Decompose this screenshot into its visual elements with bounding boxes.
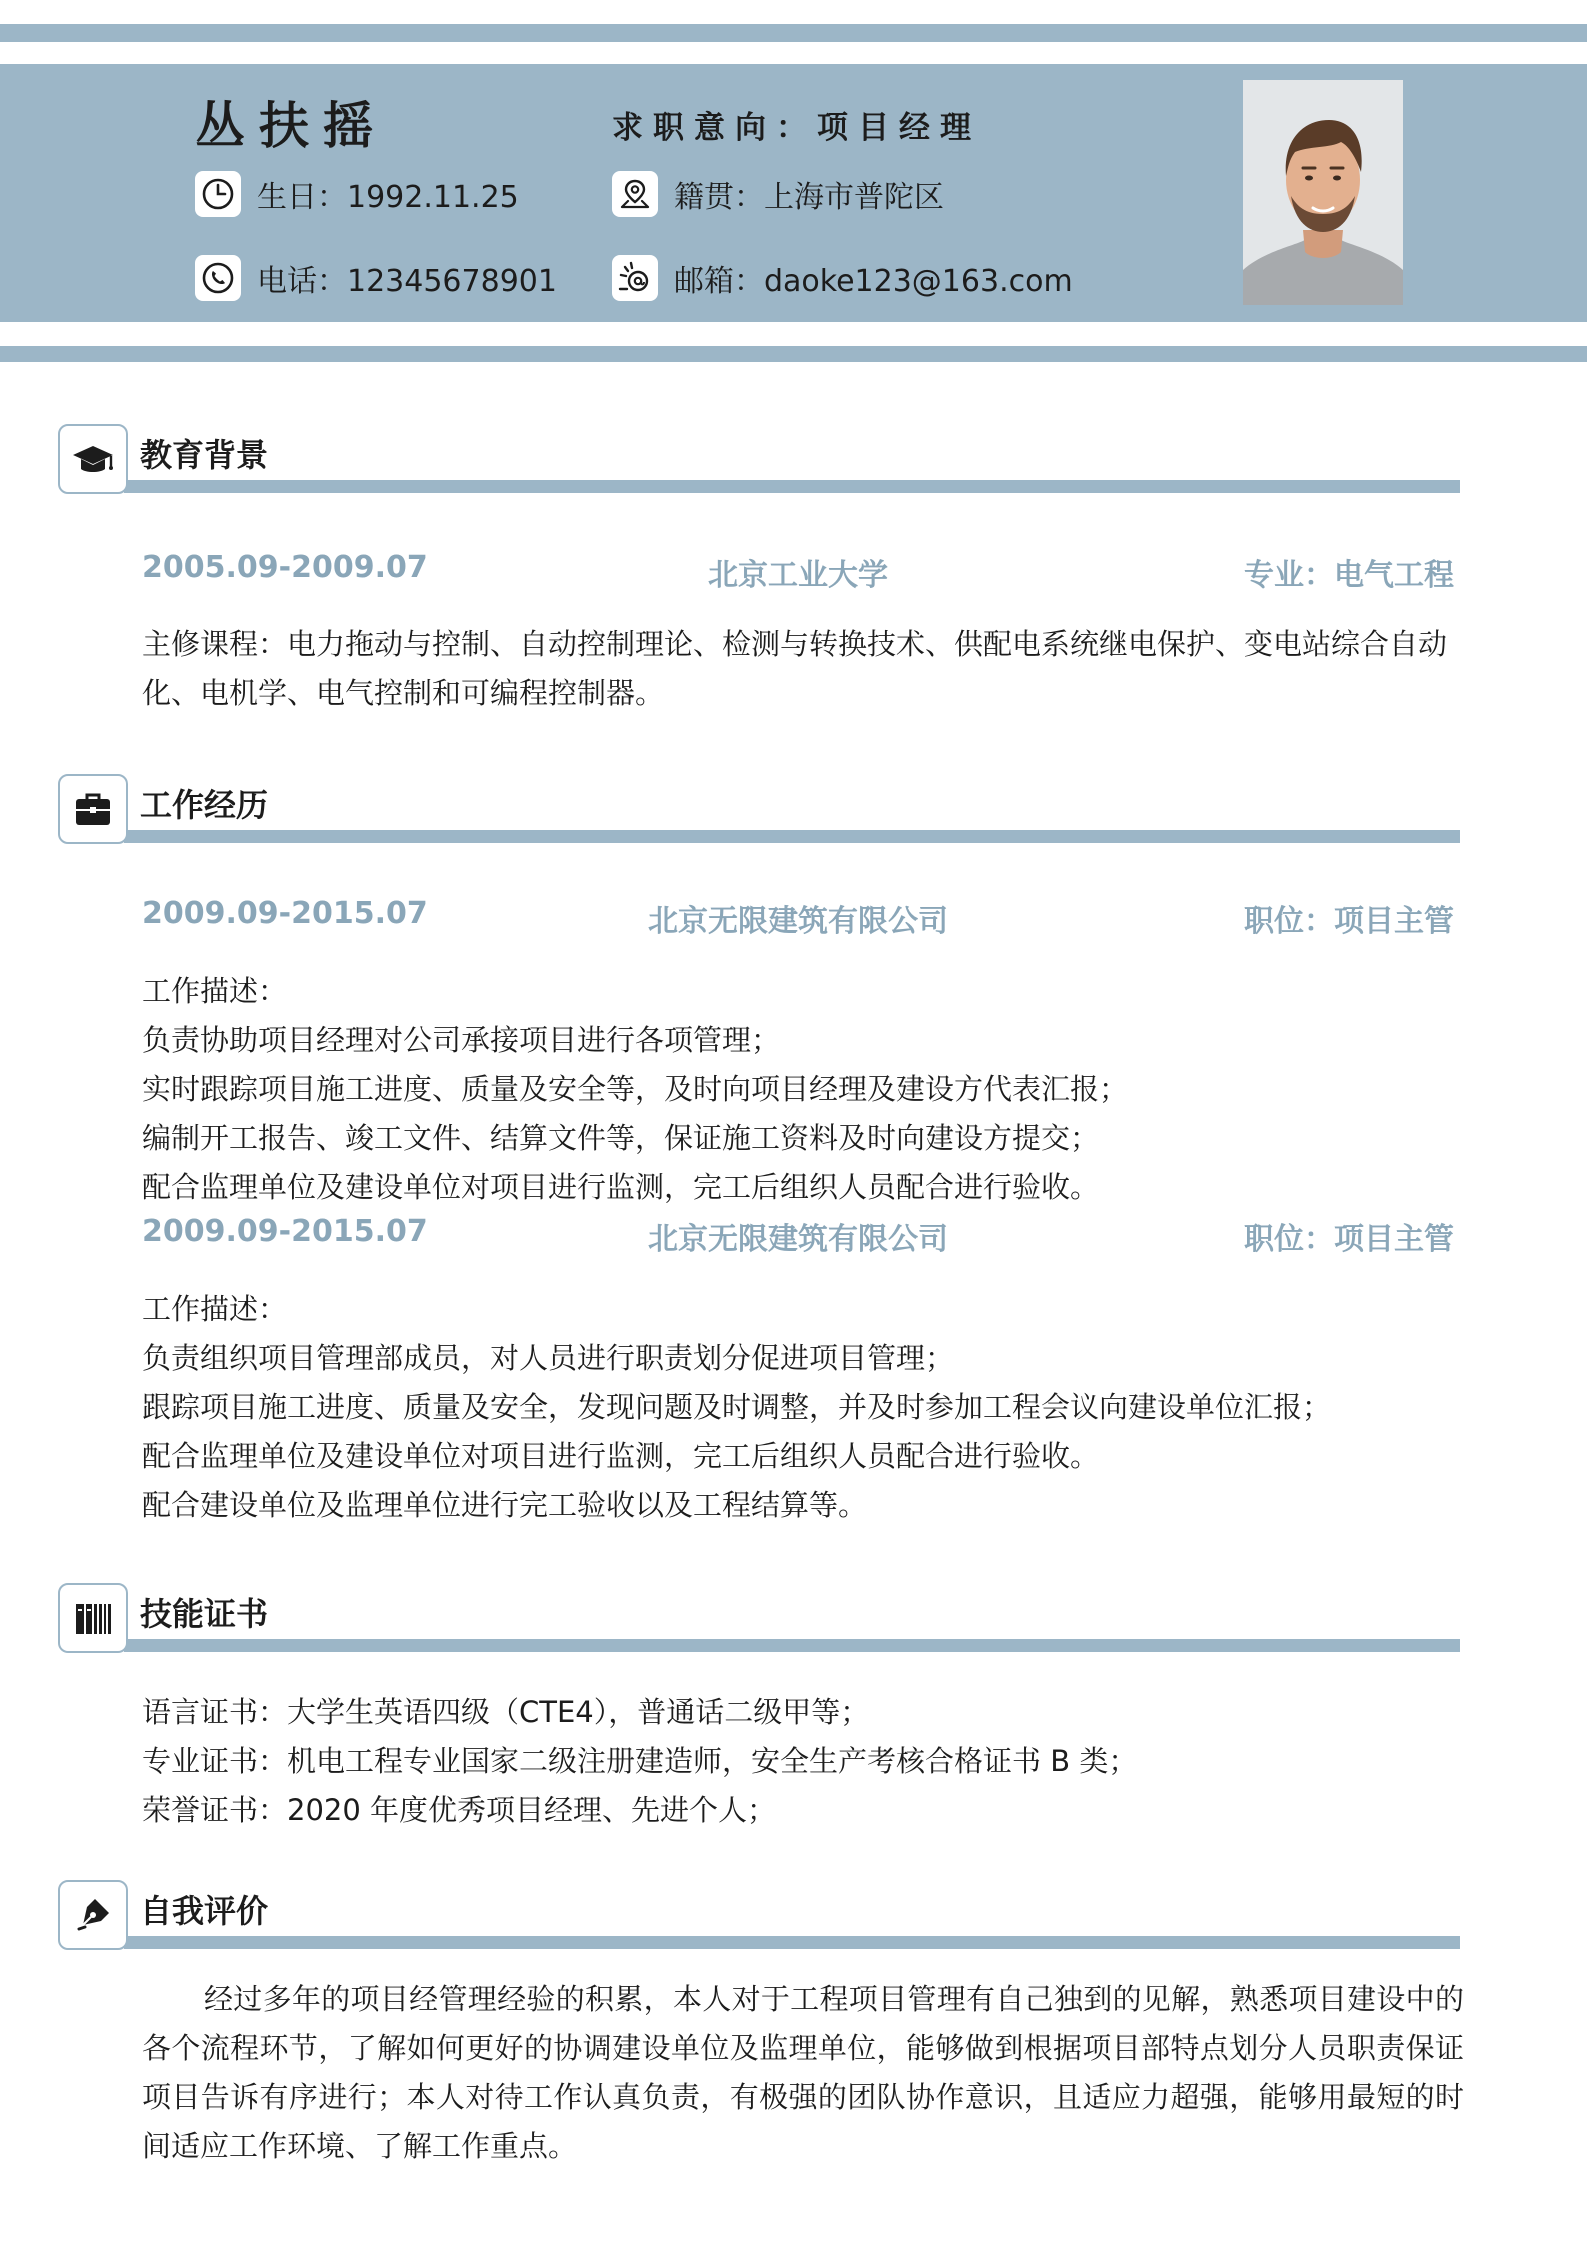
text-line: 负责协助项目经理对公司承接项目进行各项管理；: [142, 1023, 781, 1057]
work-rule: [124, 830, 1460, 843]
phone-info: [195, 255, 557, 301]
job-company: 北京无限建筑有限公司: [648, 1222, 948, 1257]
text-line: 实时跟踪项目施工进度、质量及安全等，及时向项目经理及建设方代表汇报；: [142, 1072, 1129, 1106]
pen-icon: [58, 1880, 128, 1950]
text-line: 工作描述：: [142, 1292, 288, 1326]
text-line: 编制开工报告、竣工文件、结算文件等，保证施工资料及时向建设方提交；: [142, 1121, 1100, 1155]
phone-icon: [195, 255, 241, 301]
text-line: 配合建设单位及监理单位进行完工验收以及工程结算等。: [142, 1488, 868, 1522]
text-line: 主修课程：电力拖动与控制、自动控制理论、检测与转换技术、供配电系统继电保护、变电站综合自动: [142, 627, 1448, 661]
books-icon: [58, 1583, 128, 1653]
education-section-header: [58, 424, 1460, 496]
job-description-2: [142, 1285, 1462, 1530]
email-icon: [612, 255, 658, 301]
text-line: 工作描述：: [142, 974, 288, 1008]
education-major: 专业：电气工程: [1244, 558, 1454, 593]
email-info: [612, 255, 1073, 301]
skills-rule: [124, 1639, 1460, 1652]
job-objective: 求职意向：项目经理: [612, 110, 981, 146]
candidate-name: 丛扶摇: [195, 97, 387, 155]
text-line: 配合监理单位及建设单位对项目进行监测，完工后组织人员配合进行验收。: [142, 1170, 1100, 1204]
text-line: 专业证书：机电工程专业国家二级注册建造师，安全生产考核合格证书 B 类；: [142, 1744, 1138, 1778]
education-title: 教育背景: [140, 436, 269, 474]
self-rule: [124, 1936, 1460, 1949]
work-section-header: [58, 774, 1460, 846]
job-position: 职位：项目主管: [1244, 904, 1454, 939]
clock-icon: [195, 171, 241, 217]
job-row-1: [142, 896, 1454, 939]
job-row-2: [142, 1214, 1454, 1257]
email-text: 邮箱：daoke123@163.com: [674, 264, 1073, 299]
phone-text: 电话：12345678901: [257, 264, 557, 299]
self-title: 自我评价: [140, 1892, 269, 1930]
text-line: 化、电机学、电气控制和可编程控制器。: [142, 676, 665, 710]
text-line: 跟踪项目施工进度、质量及安全，发现问题及时调整，并及时参加工程会议向建设单位汇报；: [142, 1390, 1332, 1424]
education-period: 2005.09-2009.07: [142, 550, 428, 585]
profile-photo: [1243, 80, 1403, 305]
work-title: 工作经历: [140, 786, 269, 824]
job-period: 2009.09-2015.07: [142, 1214, 428, 1249]
birth-text: 生日：1992.11.25: [257, 180, 519, 215]
briefcase-icon: [58, 774, 128, 844]
header-decor-strip: [0, 346, 1587, 362]
native-text: 籍贯：上海市普陀区: [674, 180, 944, 215]
job-description-1: [142, 967, 1462, 1212]
skills-list: [142, 1688, 1462, 1835]
self-section-header: [58, 1880, 1460, 1952]
text-line: 荣誉证书：2020 年度优秀项目经理、先进个人；: [142, 1793, 777, 1827]
skills-section-header: [58, 1583, 1460, 1655]
job-period: 2009.09-2015.07: [142, 896, 428, 931]
job-company: 北京无限建筑有限公司: [648, 904, 948, 939]
birth-info: [195, 171, 519, 217]
job-position: 职位：项目主管: [1244, 1222, 1454, 1257]
text-line: 配合监理单位及建设单位对项目进行监测，完工后组织人员配合进行验收。: [142, 1439, 1100, 1473]
location-icon: [612, 171, 658, 217]
skills-title: 技能证书: [140, 1595, 269, 1633]
top-decor-strip: [0, 24, 1587, 42]
text-line: 语言证书：大学生英语四级（CTE4），普通话二级甲等；: [142, 1695, 870, 1729]
education-rule: [124, 480, 1460, 493]
self-evaluation-text: 经过多年的项目经管理经验的积累，本人对于工程项目管理有自己独到的见解，熟悉项目建设中的各个流程环节，了解如何更好的协调建设单位及监理单位，能够做到根据项目部特点划分人员职责保证项目告诉有序进行；本人对待工作认真负责，有极强的团队协作意识，且适应力超强，能够用最短的时间适应工作环境、了解工作重点。: [142, 1982, 1464, 2163]
education-row: [142, 550, 1454, 593]
education-school: 北京工业大学: [708, 558, 888, 593]
graduation-cap-icon: [58, 424, 128, 494]
text-line: 负责组织项目管理部成员，对人员进行职责划分促进项目管理；: [142, 1341, 955, 1375]
native-info: [612, 171, 944, 217]
education-courses: [142, 620, 1462, 718]
